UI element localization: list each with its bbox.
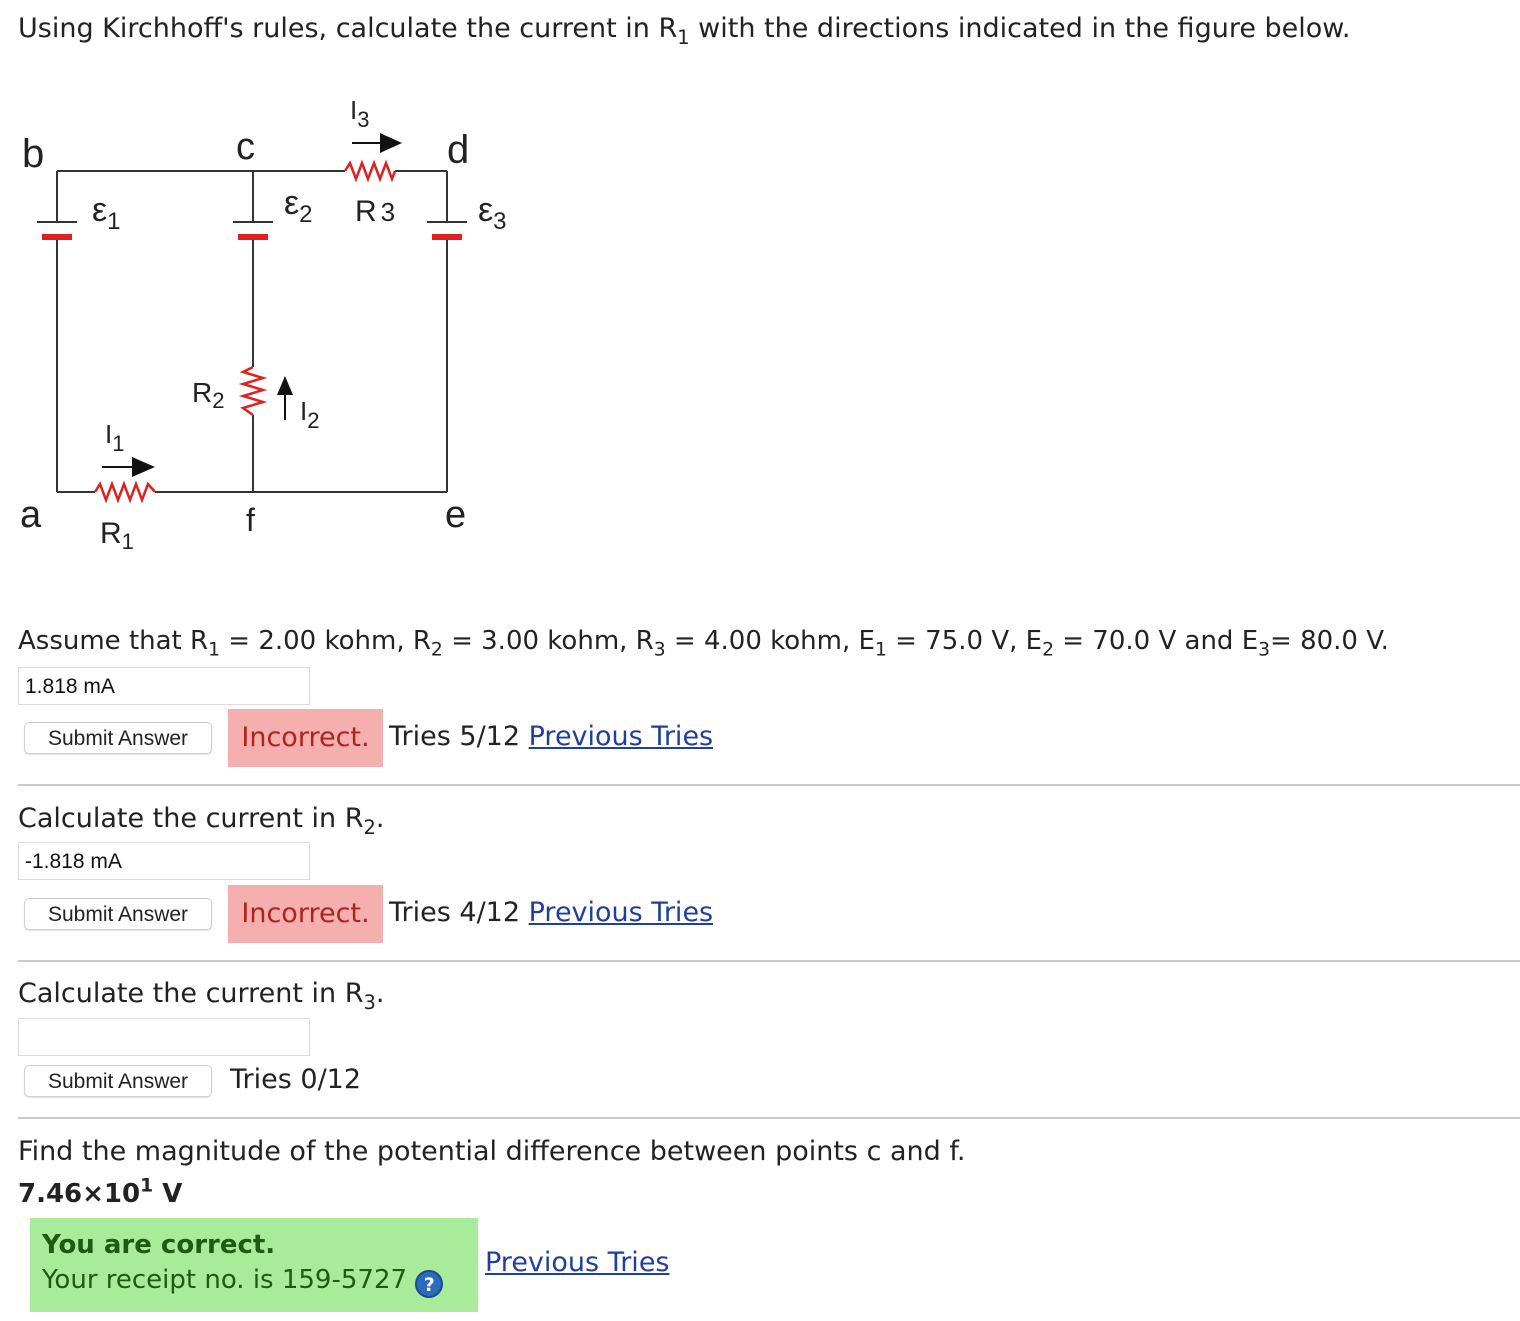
node-d-label: d xyxy=(447,128,470,172)
resistor-r2-icon xyxy=(243,367,263,415)
help-icon[interactable]: ? xyxy=(415,1270,443,1298)
resistor-r1-icon xyxy=(95,484,155,500)
correct-title: You are correct. xyxy=(42,1230,276,1260)
part-1-previous-tries-link[interactable]: Previous Tries xyxy=(528,721,714,752)
r3-label: R 3 xyxy=(355,195,396,228)
part-2-previous-tries-link[interactable]: Previous Tries xyxy=(528,897,714,928)
part-1-status-badge: Incorrect. xyxy=(228,709,383,767)
part-3-prompt: Calculate the current in $R_3$. xyxy=(18,978,385,1014)
divider xyxy=(18,1117,1520,1119)
question-1-text: Using Kirchhoff's rules, calculate the current in R xyxy=(18,13,678,44)
part-4-answer: $7.46\times 10^1$ V xyxy=(18,1175,183,1209)
given-values: Assume that $R_1 = 2.00$ kohm, $R_2 = 3.00$ kohm, $R_3 = 4.00$ kohm, $E_1 = 75.0$ V, $E_2 = 70.0$ V and $E_3= 80.0$ V. xyxy=(18,626,1389,661)
r1-label: $R_1$ xyxy=(100,517,134,554)
part-3-submit-button[interactable]: Submit Answer xyxy=(24,1065,212,1097)
part-1-tries xyxy=(389,721,713,752)
battery-e2-icon xyxy=(233,222,273,240)
emf-3-label: $\varepsilon_3$ xyxy=(478,191,507,235)
part-1-tries-count: Tries 5/12 xyxy=(389,721,521,752)
part-4-previous-tries-link[interactable]: Previous Tries xyxy=(485,1247,670,1278)
r2-label: $R_2$ xyxy=(192,377,225,413)
part-4-prompt: Find the magnitude of the potential difference between points c and f. xyxy=(18,1136,966,1167)
node-b-label: b xyxy=(22,132,45,176)
divider xyxy=(18,960,1520,962)
current-i3-arrow-icon xyxy=(352,133,402,153)
node-a-label: a xyxy=(20,494,42,536)
part-1-submit-button[interactable]: Submit Answer xyxy=(24,722,212,754)
current-i2-arrow-icon xyxy=(277,376,293,420)
part-2-tries xyxy=(389,897,713,928)
receipt-number: Your receipt no. is 159-5727 xyxy=(42,1265,408,1295)
resistor-r3-icon xyxy=(345,163,395,179)
battery-e3-icon xyxy=(427,222,467,240)
part-1-answer-input[interactable]: 1.818 mA xyxy=(18,667,310,705)
divider xyxy=(18,784,1520,786)
part-2-answer-input[interactable]: -1.818 mA xyxy=(18,842,310,880)
i3-label: $I_3$ xyxy=(350,95,370,132)
battery-e1-icon xyxy=(37,222,77,240)
part-2-status-badge: Incorrect. xyxy=(228,885,383,943)
correct-feedback-box xyxy=(30,1218,478,1312)
question-1-prompt xyxy=(18,13,1351,49)
part-3-tries-count: Tries 0/12 xyxy=(230,1064,362,1095)
emf-2-label: $\varepsilon_2$ xyxy=(284,184,313,228)
node-c-label: c xyxy=(236,126,255,168)
emf-1-label: $\varepsilon_1$ xyxy=(92,191,121,235)
part-3-answer-input[interactable] xyxy=(18,1018,310,1056)
i1-label: $I_1$ xyxy=(105,419,125,456)
i2-label: $I_2$ xyxy=(300,396,320,433)
question-1-subscript: 1 xyxy=(677,25,690,49)
part-2-prompt: Calculate the current in $R_2$. xyxy=(18,803,385,839)
current-i1-arrow-icon xyxy=(102,457,155,477)
node-f-label: f xyxy=(246,502,255,538)
circuit-diagram xyxy=(0,75,560,575)
receipt-line xyxy=(42,1265,443,1298)
part-2-submit-button[interactable]: Submit Answer xyxy=(24,898,212,930)
part-4-previous-tries xyxy=(485,1247,670,1278)
part-2-tries-count: Tries 4/12 xyxy=(389,897,521,928)
question-1-text-tail: with the directions indicated in the figure below. xyxy=(689,13,1351,44)
node-e-label: e xyxy=(445,494,467,536)
